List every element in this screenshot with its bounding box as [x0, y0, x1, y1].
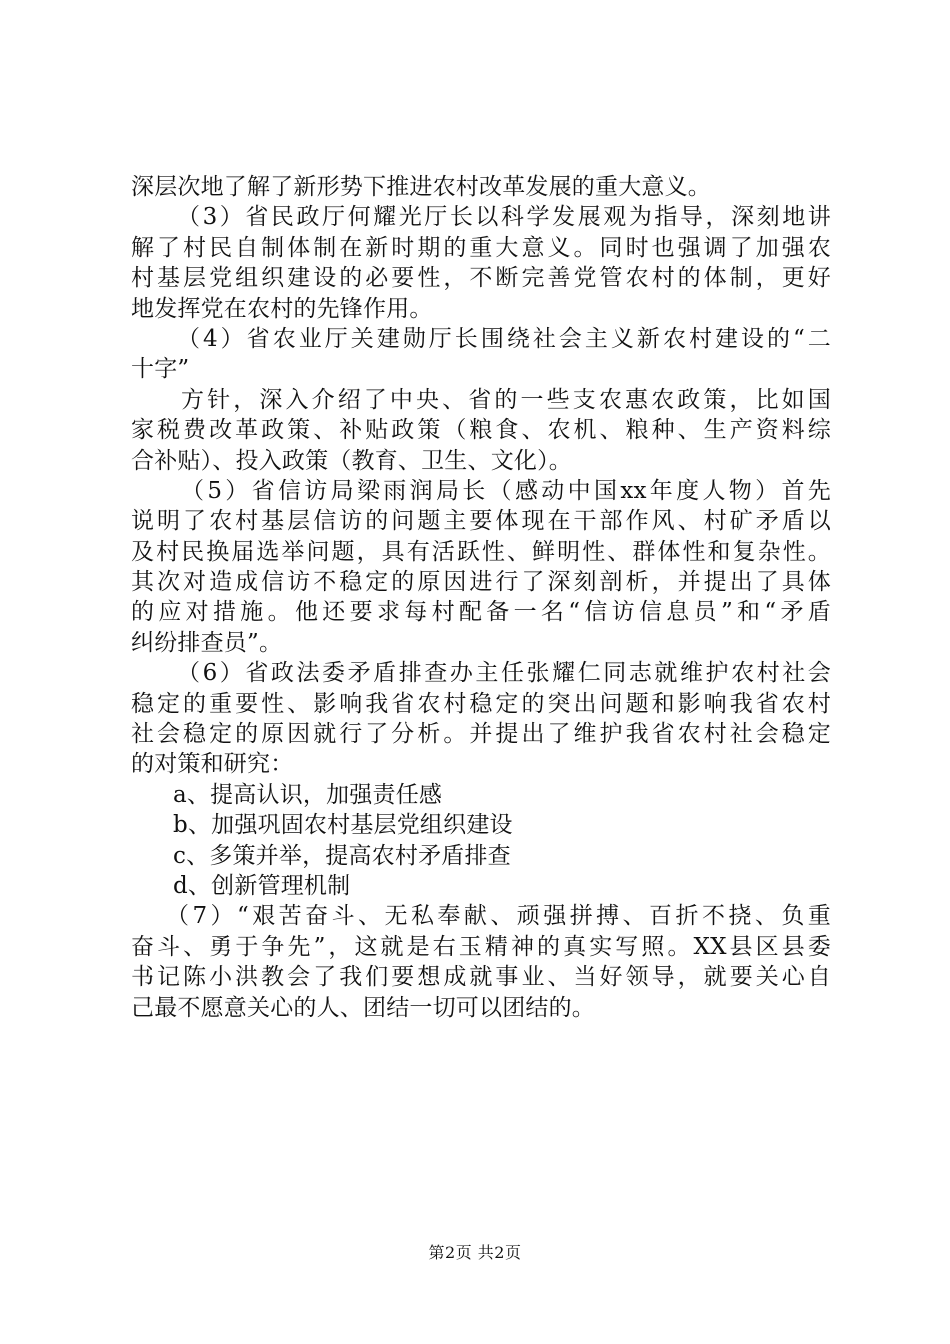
- text-line: 家税费改革政策、补贴政策（粮食、农机、粮种、生产资料综: [131, 417, 831, 444]
- text-line: 地发挥党在农村的先锋作用。: [131, 295, 433, 322]
- text-line: 己最不愿意关心的人、团结一切可以团结的。: [131, 994, 595, 1021]
- text-line: 书记陈小洪教会了我们要想成就事业、当好领导，就要关心自: [131, 964, 831, 991]
- text-line: 社会稳定的原因就行了分析。并提出了维护我省农村社会稳定: [131, 721, 831, 748]
- text-line: 其次对造成信访不稳定的原因进行了深刻剖析，并提出了具体: [131, 569, 831, 596]
- text-line: 合补贴）、投入政策（教育、卫生、文化）。: [131, 447, 572, 474]
- list-item: d、创新管理机制: [173, 872, 351, 899]
- page-footer: 第2页 共2页: [428, 1243, 522, 1262]
- text-line: 的应对措施。他还要求每村配备一名“信访信息员”和“矛盾: [131, 599, 831, 626]
- text-line: 方针，深入介绍了中央、省的一些支农惠农政策，比如国: [181, 386, 831, 413]
- text-line: 解了村民自制体制在新时期的重大意义。同时也强调了加强农: [131, 234, 831, 261]
- list-item: a、提高认识，加强责任感: [173, 781, 443, 808]
- text-line: 深层次地了解了新形势下推进农村改革发展的重大意义。: [131, 174, 711, 200]
- list-item: c、多策并举，提高农村矛盾排查: [173, 842, 511, 869]
- paragraph-3-line: （3）省民政厅何耀光厅长以科学发展观为指导，深刻地讲: [177, 204, 831, 231]
- paragraph-6-line: （6）省政法委矛盾排查办主任张耀仁同志就维护农村社会: [177, 660, 831, 687]
- document-body: [131, 172, 831, 1023]
- paragraph-4-line: （4）省农业厅关建勋厅长围绕社会主义新农村建设的“二: [177, 325, 831, 352]
- text-line: 纠纷排查员”。: [131, 629, 283, 656]
- text-line: 的对策和研究：: [131, 751, 294, 778]
- list-item: b、加强巩固农村基层党组织建设: [173, 812, 513, 839]
- text-line: 及村民换届选举问题，具有活跃性、鲜明性、群体性和复杂性。: [131, 538, 831, 565]
- text-line: 说明了农村基层信访的问题主要体现在干部作风、村矿矛盾以: [131, 508, 831, 535]
- text-line: 村基层党组织建设的必要性，不断完善党管农村的体制，更好: [131, 265, 831, 292]
- text-line: 奋斗、勇于争先”，这就是右玉精神的真实写照。XX县区县委: [131, 933, 831, 960]
- paragraph-7-line: （7）“艰苦奋斗、无私奉献、顽强拼搏、百折不挠、负重: [166, 903, 831, 930]
- text-line: 稳定的重要性、影响我省农村稳定的突出问题和影响我省农村: [131, 690, 831, 717]
- text-line: 十字”: [131, 356, 190, 383]
- paragraph-5-line: （5）省信访局梁雨润局长（感动中国xx年度人物）首先: [181, 477, 831, 504]
